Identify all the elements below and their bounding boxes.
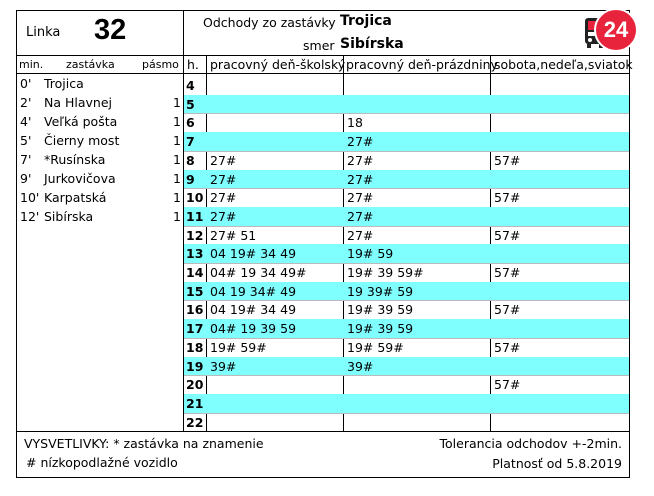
logo-24-icon: 24 (594, 8, 638, 52)
holiday-times: 19# 59# (347, 339, 404, 355)
stop-zone: 1 (173, 171, 181, 186)
holiday-times: 19# 59 (347, 246, 394, 262)
holiday-times: 27# (347, 227, 374, 243)
holiday-times: 27# (347, 134, 374, 150)
timetable-row (184, 357, 629, 376)
timetable-row (184, 319, 629, 338)
school-day-times: 27# 51 (210, 227, 257, 243)
weekend-times: 57# (494, 190, 521, 206)
hour-cell: 8 (186, 152, 195, 168)
holiday-times: 19# 39 59 (347, 302, 414, 318)
line-number: 32 (94, 14, 127, 46)
timetable-row (184, 170, 629, 189)
school-day-times: 19# 59# (210, 339, 267, 355)
col-header-holiday: pracovný deň-prázdniny (346, 57, 498, 72)
weekend-times: 57# (494, 339, 521, 355)
stop-name: Jurkovičova (44, 171, 116, 186)
timetable-row (184, 413, 629, 432)
timetable-row (184, 300, 629, 319)
hour-cell: 13 (186, 246, 204, 262)
legend-line-2: # nízkopodlažné vozidlo (26, 455, 178, 470)
hour-cell: 14 (186, 265, 204, 280)
hour-cell: 10 (186, 190, 204, 206)
validity-text: Platnosť od 5.8.2019 (492, 456, 622, 471)
timetable-row (184, 207, 629, 226)
school-day-times: 27# (210, 152, 237, 168)
holiday-times: 19 39# 59 (347, 283, 414, 299)
hour-cell: 21 (186, 395, 204, 411)
school-day-times: 39# (210, 358, 237, 374)
stop-zone: 1 (173, 152, 181, 167)
timetable-row (184, 76, 629, 95)
stop-zone: 1 (173, 133, 181, 148)
timetable-row (184, 375, 629, 394)
col-header-weekend: sobota,nedeľa,sviatok (494, 57, 633, 72)
stop-zone: 1 (173, 190, 181, 205)
timetable-row (184, 338, 629, 357)
stop-name: Karpatská (44, 190, 107, 205)
school-day-times: 27# (210, 190, 237, 206)
hour-cell: 17 (186, 321, 204, 337)
weekend-times: 57# (494, 377, 521, 393)
holiday-times: 39# (347, 358, 374, 374)
legend-line-1: VYSVETLIVKY: * zastávka na znamenie (24, 436, 264, 451)
hour-cell: 11 (186, 208, 204, 224)
timetable-row (184, 188, 629, 207)
hour-cell: 20 (186, 377, 204, 393)
timetable-row (184, 95, 629, 114)
hour-cell: 5 (186, 96, 195, 112)
timetable-row (184, 113, 629, 132)
weekend-times: 57# (494, 265, 521, 280)
school-day-times: 27# (210, 171, 237, 187)
hour-cell: 9 (186, 171, 195, 187)
hour-cell: 22 (186, 414, 204, 430)
tolerance-text: Tolerancia odchodov +-2min. (439, 436, 622, 451)
timetable-row (184, 394, 629, 413)
stop-zone: 1 (173, 209, 181, 224)
holiday-times: 27# (347, 152, 374, 168)
hour-cell: 12 (186, 227, 204, 243)
hour-cell: 15 (186, 283, 204, 299)
hour-cell: 6 (186, 115, 195, 131)
stop-name: Sibírska (44, 209, 94, 224)
stops-header-min: min. (19, 58, 44, 71)
weekend-times: 57# (494, 227, 521, 243)
timetable-row (184, 151, 629, 170)
hour-header: h. (187, 57, 199, 72)
stop-name: Čierny most (44, 133, 120, 148)
direction-name: Sibírska (340, 36, 404, 52)
col-header-school: pracovný deň-školský (210, 57, 346, 72)
holiday-times: 27# (347, 190, 374, 206)
holiday-times: 19# 39 59 (347, 321, 414, 337)
school-day-times: 04 19# 34 49 (210, 302, 297, 318)
stop-min: 12' (20, 209, 40, 224)
stop-min: 2' (20, 95, 32, 110)
timetable-row (184, 282, 629, 301)
school-day-times: 04 19 34# 49 (210, 283, 297, 299)
holiday-times: 27# (347, 171, 374, 187)
stop-min: 0' (20, 76, 32, 91)
stop-name: Veľká pošta (44, 114, 118, 129)
direction-label: smer (303, 38, 335, 53)
holiday-times: 27# (347, 208, 374, 224)
stop-name: Trojica (340, 13, 392, 29)
school-day-times: 04# 19 34 49# (210, 265, 307, 280)
hour-cell: 7 (186, 134, 195, 150)
timetable-row (184, 132, 629, 151)
stops-header-stop: zastávka (66, 58, 115, 71)
timetable-row (184, 244, 629, 263)
hour-cell: 18 (186, 339, 204, 355)
stop-min: 5' (20, 133, 32, 148)
stops-header-zone: pásmo (142, 58, 179, 71)
hour-cell: 4 (186, 78, 195, 93)
stop-min: 9' (20, 171, 32, 186)
linka-label: Linka (26, 25, 61, 40)
stop-zone: 1 (173, 114, 181, 129)
departures-label: Odchody zo zastávky (203, 15, 336, 30)
stop-min: 10' (20, 190, 40, 205)
hour-cell: 16 (186, 302, 204, 318)
timetable-row (184, 226, 629, 245)
stop-zone: 1 (173, 95, 181, 110)
school-day-times: 27# (210, 208, 237, 224)
weekend-times: 57# (494, 152, 521, 168)
weekend-times: 57# (494, 302, 521, 318)
stop-name: Na Hlavnej (44, 95, 112, 110)
school-day-times: 04 19# 34 49 (210, 246, 297, 262)
timetable-row (184, 263, 629, 282)
stop-name: Trojica (44, 76, 84, 91)
stop-name: *Rusínska (44, 152, 106, 167)
holiday-times: 18 (347, 115, 363, 131)
stop-min: 4' (20, 114, 32, 129)
holiday-times: 19# 39 59# (347, 265, 424, 280)
hour-cell: 19 (186, 358, 204, 374)
stop-min: 7' (20, 152, 32, 167)
school-day-times: 04# 19 39 59 (210, 321, 297, 337)
